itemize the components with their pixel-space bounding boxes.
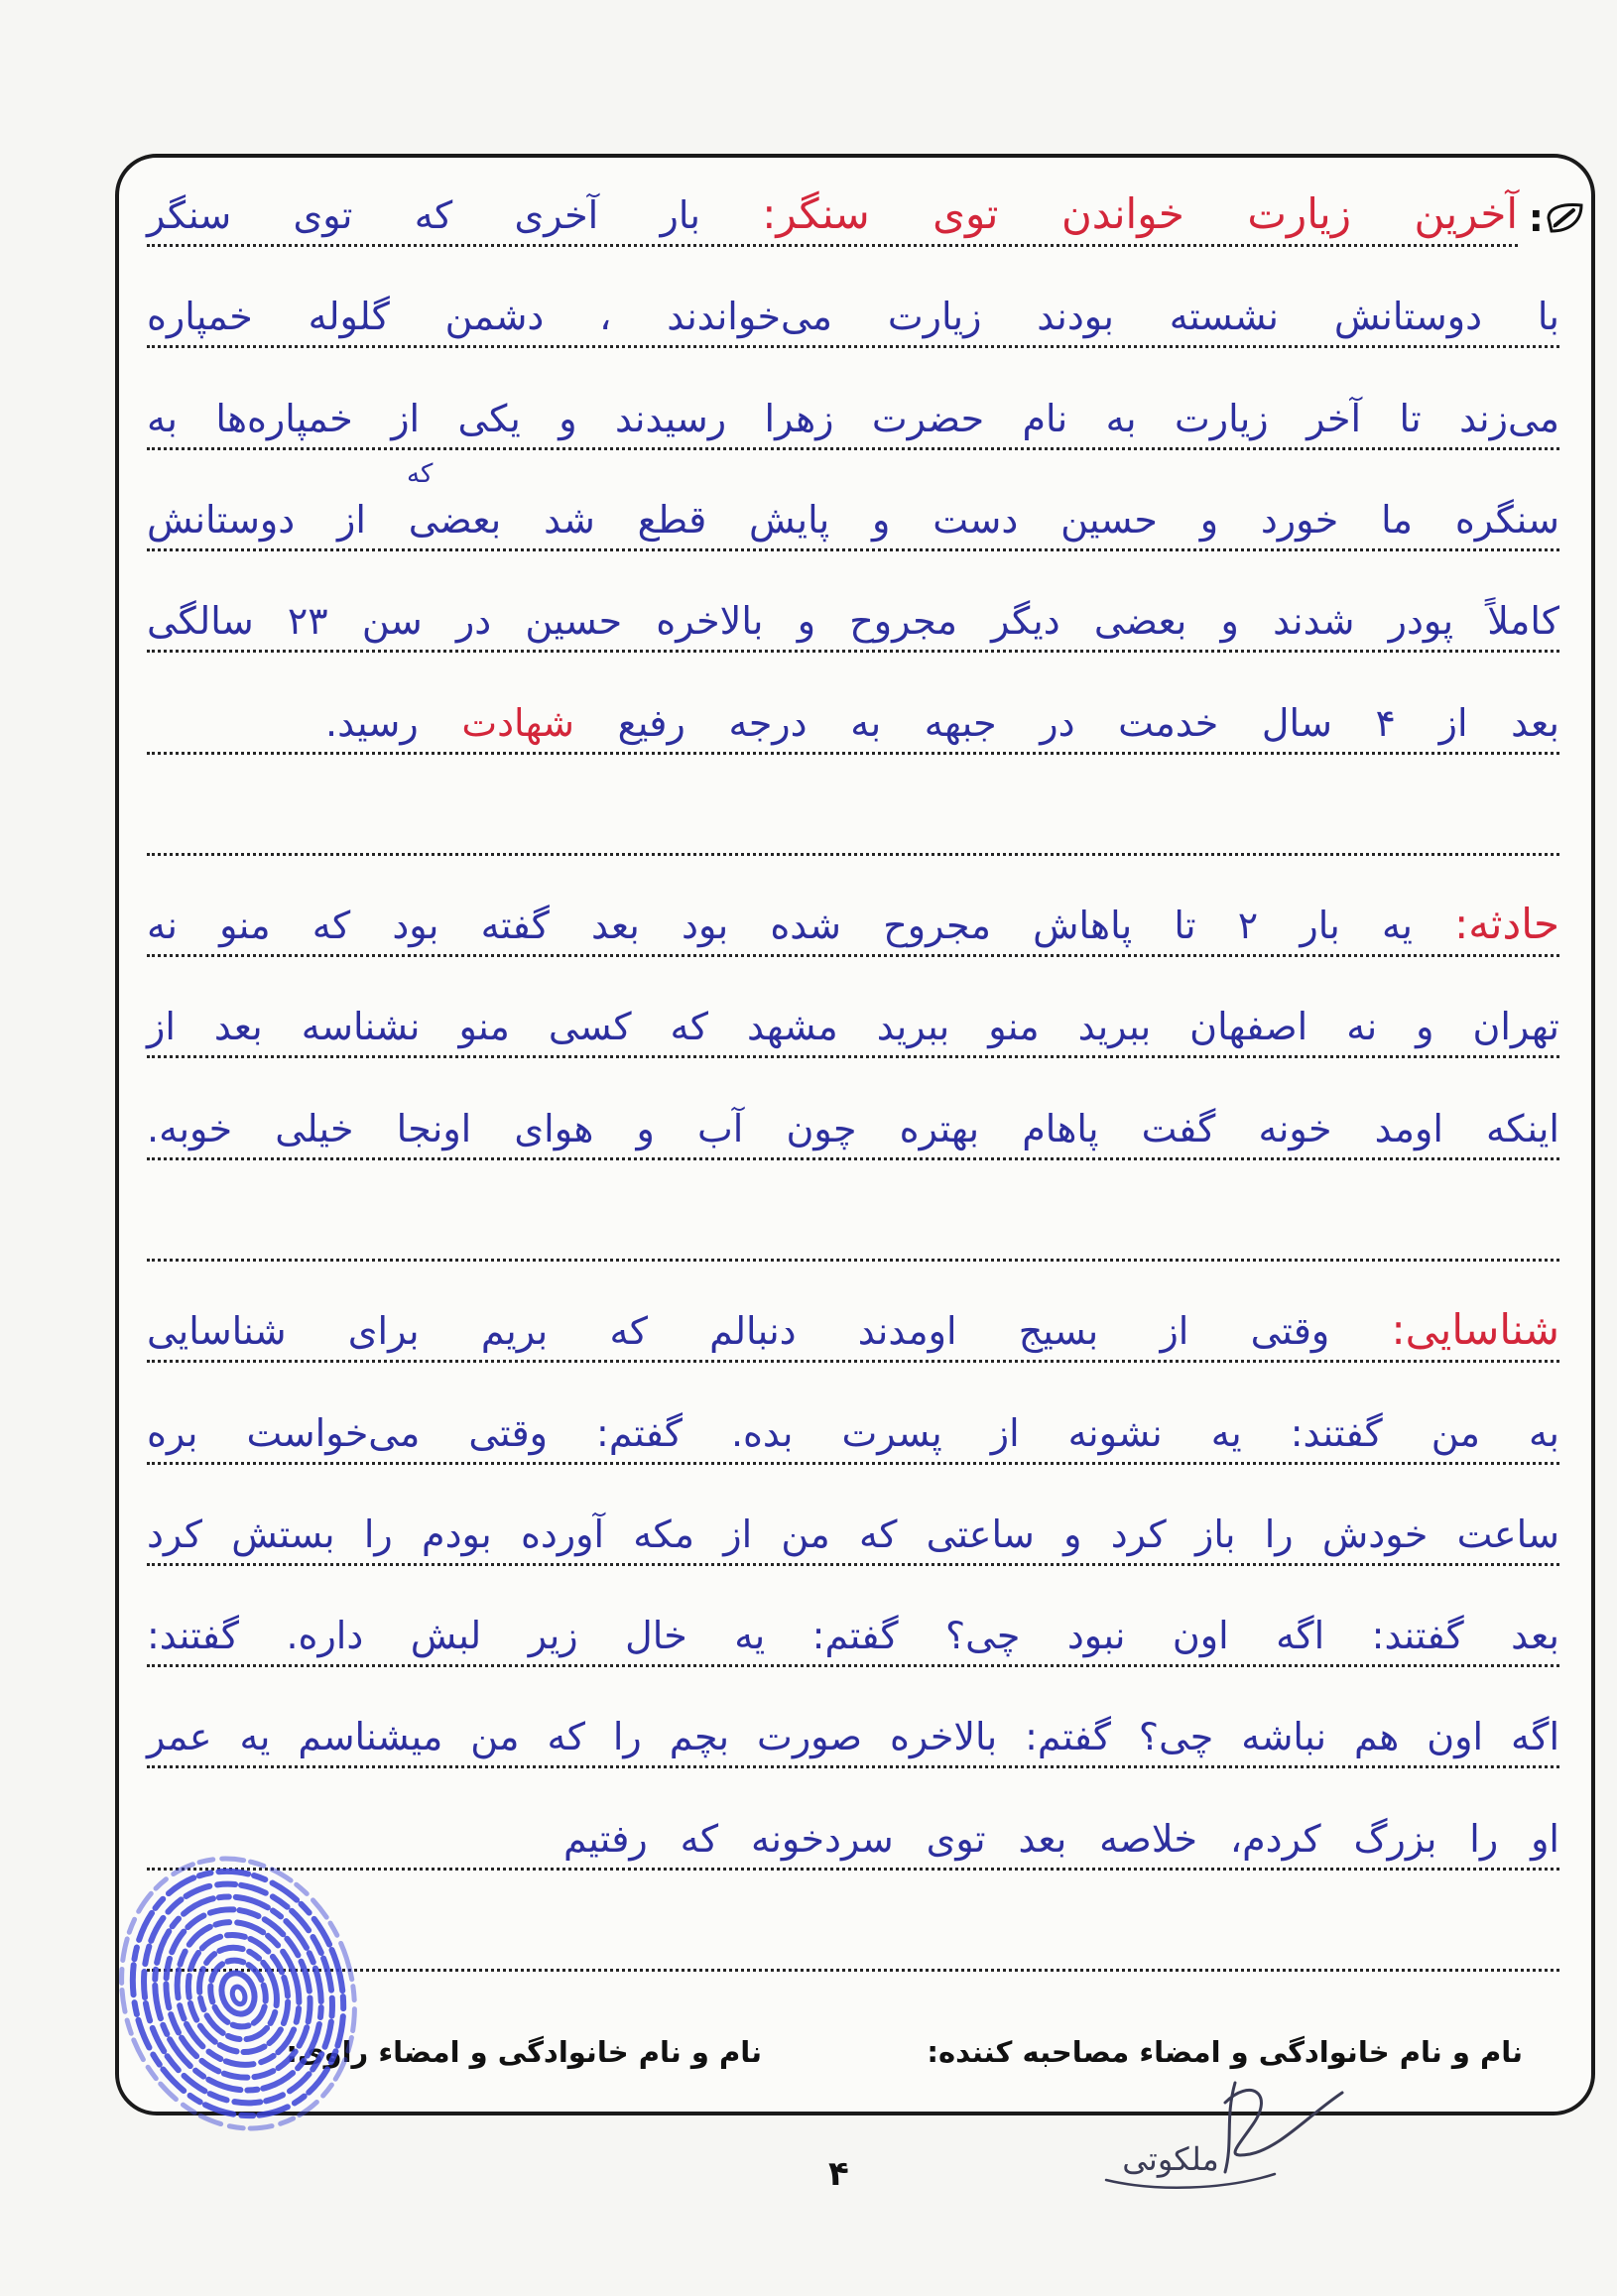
- highlight-word: شهادت: [461, 701, 574, 745]
- line-text: [147, 898, 1559, 954]
- ruled-line: [147, 1276, 1559, 1363]
- line-text: تهران و نه اصفهان ببرید منو ببرید مشهد که کسی منو نشناسه بعد از: [147, 1005, 1559, 1048]
- narrator-signature-label: نام و نام خانوادگی و امضاء راوی:: [286, 2035, 762, 2069]
- line-text: کاملاً پودر شدند و بعضی دیگر مجروح و بالاخره حسین در سن ۲۳ سالگی: [147, 599, 1559, 643]
- line-segment: یه بار ۲ تا پاهاش مجروح شده بود بعد گفته بود که منو نه: [147, 904, 1413, 947]
- heading-marker: [1520, 194, 1585, 242]
- page-number: ۴: [828, 2154, 849, 2194]
- line-text: [147, 187, 1518, 244]
- ruled-line: [147, 1581, 1559, 1667]
- ruled-line: [147, 459, 1559, 551]
- line-segment: وقتی از بسیج اومدند دنبالم که بریم برای شناسایی: [147, 1309, 1330, 1353]
- signature: [1076, 2063, 1354, 2212]
- line-text: بعد گفتند: اگه اون نبود چی؟ گفتم: یه خال زیر لبش داره. گفتند:: [147, 1614, 1559, 1657]
- ruled-line-empty: [147, 1175, 1559, 1262]
- line-text: اینکه اومد خونه گفت پاهام بهتره چون آب و هوای اونجا خیلی خوبه.: [147, 1107, 1559, 1150]
- line-text: ساعت خودش را باز کرد و ساعتی که من از مکه آورده بودم را بستش کرد: [147, 1512, 1559, 1556]
- heading-colon: :: [1528, 196, 1544, 240]
- line-segment: بار آخری که توی سنگر: [147, 193, 700, 237]
- ruled-line: [147, 1379, 1559, 1465]
- section-heading-identification: شناسایی:: [1391, 1305, 1559, 1354]
- ruled-line: [147, 972, 1559, 1058]
- ruled-line: [147, 161, 1518, 247]
- correction-mark: که: [407, 459, 434, 489]
- ruled-line: [147, 566, 1559, 653]
- line-text: او را بزرگ کردم، خلاصه بعد توی سردخونه که رفتیم: [563, 1817, 1559, 1861]
- ruled-line: [147, 364, 1559, 450]
- section-heading-last-prayer: آخرین زیارت خواندن توی سنگر:: [762, 189, 1518, 238]
- line-text: با دوستانش نشسته بودند زیارت می‌خواندند ، دشمن گلوله خمپاره: [147, 295, 1559, 338]
- signature-text: ملکوتی: [1122, 2140, 1219, 2178]
- line-text: می‌زند تا آخر زیارت به نام حضرت زهرا رسیدند و یکی از خمپاره‌ها به: [147, 397, 1559, 440]
- writing-hand-icon: [1546, 201, 1585, 235]
- ruled-line: [147, 1682, 1559, 1768]
- ruled-line: [147, 1074, 1559, 1160]
- fingerprint: [99, 1845, 397, 2152]
- line-text: اگه اون هم نباشه چی؟ گفتم: بالاخره صورت بچم را که من میشناسم یه عمر: [147, 1715, 1559, 1758]
- section-heading-incident: حادثه:: [1454, 900, 1559, 948]
- line-text: [147, 696, 1559, 752]
- line-text: [147, 1257, 1559, 1259]
- line-text: [147, 851, 1559, 853]
- line-segment: بعد از ۴ سال خدمت در جبهه به درجه رفیع: [617, 701, 1559, 745]
- line-text: سنگره ما خورد و حسین دست و پایش قطع شد بعضی از دوستانش: [147, 498, 1559, 542]
- ruled-line-empty: [147, 770, 1559, 856]
- line-segment: رسید.: [325, 701, 419, 745]
- ruled-line: [147, 871, 1559, 957]
- line-text: به من گفتند: یه نشونه از پسرت بده. گفتم: وقتی می‌خواست بره: [147, 1411, 1559, 1455]
- line-text: [147, 1303, 1559, 1360]
- ruled-line: [147, 668, 1559, 755]
- ruled-line: [147, 1480, 1559, 1566]
- ruled-line: [147, 262, 1559, 348]
- interviewer-signature-label: نام و نام خانوادگی و امضاء مصاحبه کننده:: [927, 2035, 1523, 2069]
